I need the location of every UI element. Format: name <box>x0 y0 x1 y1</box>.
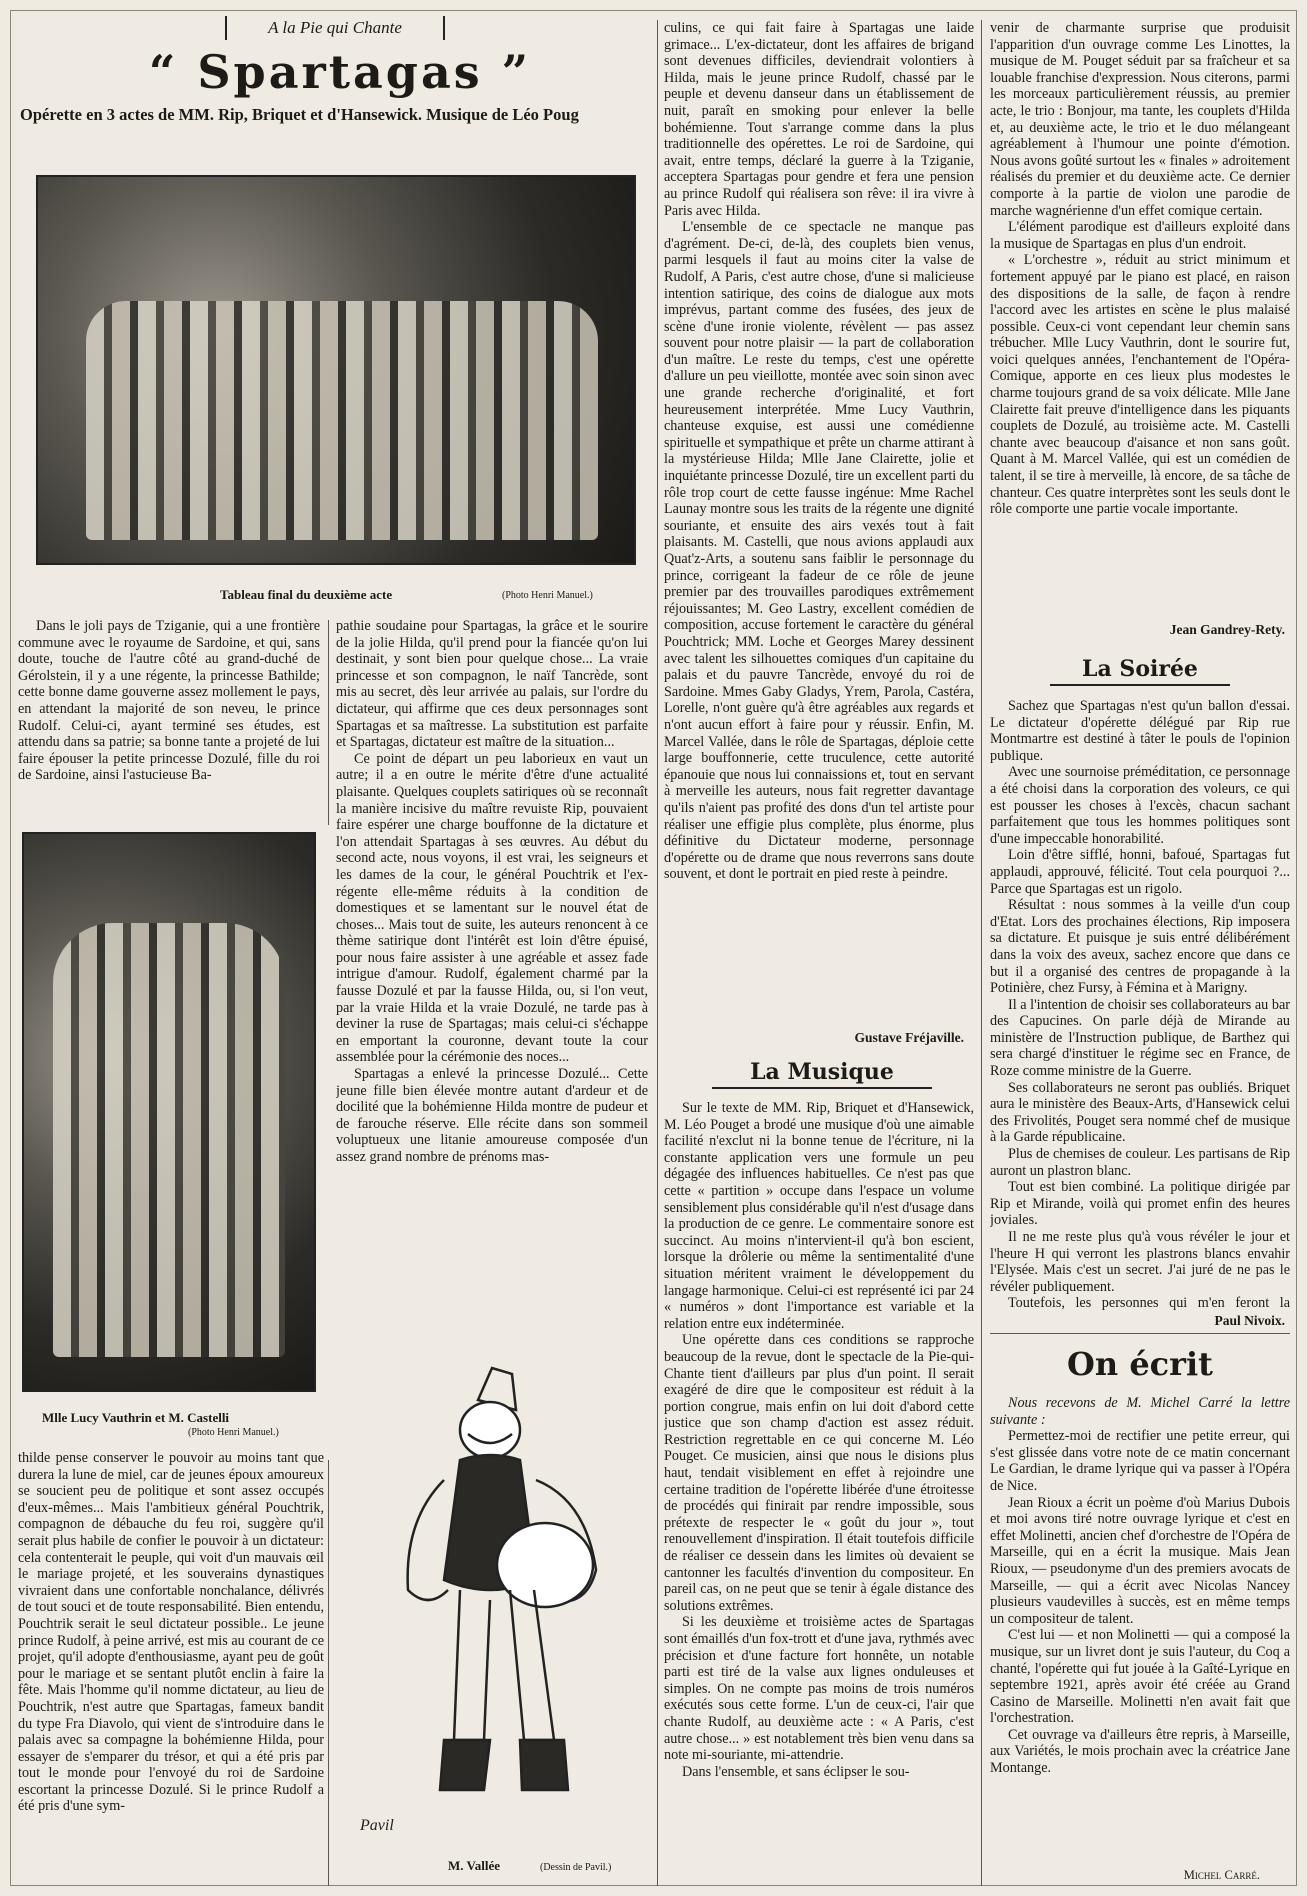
section-heading-on-ecrit: On écrit <box>1067 1345 1213 1383</box>
stage-photo-credit: (Photo Henri Manuel.) <box>502 590 593 601</box>
musique-col4: venir de charmante surprise que produisit l'apparition d'un ouvrage comme Les Linottes, la musique de M. Pouget séduit par sa fraîcheur et sa louable franchise d'expression. Nous citerons, parmi les morceaux particulièrement réussis, au premier acte, le trio : Bonjour, ma tante, les couplets d'Hilda et, au deuxième acte, le trio et le duo mélangeant agréablement à l'humour une pointe d'émotion. Nous avons goûté surtout les « finales » adroitement réalisés du premier et du deuxième acte. Ce dernier comporte à la partie de violon une parodie de marche wagnérienne d'un effet comique certain. L'élément parodique est d'ailleurs exploité dans la musique de Spartagas en plus d'un endroit. « L'orchestre », réduit au strict minimum et fortement appuyé par le piano est placé, en raison des dispositions de la salle, de façon à rendre l'accord avec les artistes en scène le plus malaisé possible. Ceux-ci vont cependant leur chemin sans trébucher. Mlle Lucy Vauthrin, dont le sourire fut, voici quelques années, l'enchantement de l'Opéra-Comique, apporte en ces lieux plus modestes le charme toujours grand de sa voix délicate. Mlle Jane Clairette fait preuve d'intelligence dans les piquants couplets de Dozulé, au troisième acte. M. Castelli chante avec beaucoup d'aisance et non sans goût. Quant à M. Marcel Vallée, qui est un comédien de talent, il se tire à merveille, là encore, de sa tâche de chanteur. Ces quatre interprètes sont les seuls dont le rôle comporte une partie vocale importante. <box>990 20 1290 518</box>
caricature-drawing <box>340 1360 650 1840</box>
column-rule <box>328 620 329 825</box>
section-heading-musique: La Musique <box>712 1055 932 1089</box>
article-col1-top: Dans le joli pays de Tziganie, qui a une frontière commune avec le royaume de Sardoine, et qui, sans doute, touche de l'autre côté au grand-duché de Gérolstein, il y a une régente, la princesse Bathilde; cette bonne dame gouverne assez mollement le pays, en attendant la majorité de son neveu, le prince Rudolf. Celui-ci, ayant terminé ses études, est attendu dans sa patrie; sa bonne tante a projeté de lui faire épouser la petite princesse Dozulé, fille du roi de Sardoine, ainsi l'astucieuse Ba- <box>18 618 320 784</box>
svg-text:Pavil: Pavil <box>360 1817 394 1834</box>
soiree-body: Sachez que Spartagas n'est qu'un ballon d'essai. Le dictateur d'opérette délégué par Rip rue Montmartre est destiné à tâter le pouls de l'opinion publique. Avec une sournoise préméditation, ce personnage a été choisi dans la corporation des voleurs, ce qui est pousser les choses à l'excès, chacun sachant parfaitement que tous les hommes politiques sont d'une impeccable honorabilité. Loin d'être sifflé, honni, bafoué, Spartagas fut applaudi, approuvé, félicité. Tout cela pourquoi ?... Parce que Spartagas est un rigolo. Résultat : nous sommes à la veille d'un coup d'Etat. Lors des prochaines élections, Rip imposera sa dictature. Et puisque je suis entré délibérément dans la voix des aveux, sachez encore que dans ce but il a organisé des centres de propagande à la Potinière, chez Fursy, à Fémina et à Marigny. Il a l'intention de choisir ses collaborateurs au bar des Capucines. On parle déjà de Mirande au ministère de l'Instruction publique, de Barthez qui sera chargé d'instituer le régime sec en France, de Roze comme ministre de la Guerre. Ses collaborateurs ne seront pas oubliés. Briquet aura le ministère des Beaux-Arts, d'Hansewick celui des Frivolités, Pouget sera nommé chef de musique à la Garde républicaine. Plus de chemises de couleur. Les partisans de Rip auront un plastron blanc. Tout est bien combiné. La politique dirigée par Rip et Mirande, voilà qui promet enfin des heures joviales. Il ne me reste plus qu'à vous révéler le jour et l'heure H qui verront les plastrons blancs envahir l'Elysée. Mais c'est un secret. J'ai juré de ne pas le révéler publiquement. Toutefois, les personnes qui m'en feront la <box>990 698 1290 1310</box>
drawing-caption: M. Vallée <box>448 1858 500 1873</box>
drawing-credit: (Dessin de Pavil.) <box>540 1862 612 1873</box>
column-rule <box>657 20 658 1886</box>
article-title: “ Spartagas ” <box>148 45 532 99</box>
signature-gandrey-rety: Jean Gandrey-Rety. <box>1169 622 1285 637</box>
stage-photo <box>36 175 636 565</box>
article-col1-bottom: thilde pense conserver le pouvoir au moins tant que durera la lune de miel, car de jeunes époux amoureux se soucient peu de politique et sont assez occupés d'eux-mêmes... Mais l'ambitieux général Pouchtrik, compagnon de débauche du feu roi, suggère qu'il serait plus habile de confier le pouvoir à un dictateur: cela contenterait le peuple, qui voit d'un mauvais œil le mariage projeté, et les souverains dynastiques vivraient dans une confortable nonchalance, délivrés de tout souci et de toute responsabilité. Bien entendu, Pouchtrik serait le seul dictateur possible.. Le jeune prince Rudolf, à peine arrivé, est mis au courant de ce projet, qu'il adopte d'enthousiasme, ayant peu de goût pour le mariage et se sentant plutôt enclin à faire la fête. Mais l'homme qu'il nomme dictateur, au lieu de Pouchtrik, n'est autre que Spartagas, fameux bandit du type Fra Diavolo, qui vient de s'introduire dans le palais avec sa compagne la bohémienne Hilda, pour essayer de s'emparer du trésor, et qui a été pris par tout le monde pour l'envoyé du roi de Sardoine escortant la princesse Dozulé. Si le prince Rudolf a été pris d'une sym- <box>18 1450 324 1815</box>
portrait-photo-credit: (Photo Henri Manuel.) <box>188 1427 279 1438</box>
dictator-sketch-icon <box>340 1360 650 1840</box>
musique-body: Sur le texte de MM. Rip, Briquet et d'Hansewick, M. Léo Pouget a brodé une musique d'où une aimable facilité n'exclut ni la bonne tenue de l'écriture, ni la constante application vers une formule un peu dégagée des influences habituelles. Ce n'est pas que cette « partition » occupe dans l'espace un volume sensiblement plus considérable qu'il n'est d'usage dans la production de ce genre. Le commentaire sonore est succinct. Au moins n'intervient-il qu'à bon escient, lorsque la drôlerie ou même la sentimentalité d'une situation méritent vraiment le développement du langage harmonique. Celui-ci est représenté ici par 24 « numéros » dont l'importance est variable et la relation entre eux indéterminée. Une opérette dans ces conditions se rapproche beaucoup de la revue, dont le spectacle de la Pie-qui-Chante tient d'ailleurs par plus d'un point. Il serait exagéré de dire que le compositeur est réduit à la portion congrue, mais enfin on lui doit d'abord cette justice que son champ d'action est assez réduit. Restriction regrettable en ce qui concerne M. Léo Pouget. Ce musicien, ainsi que nous le disions plus haut, tendait visiblement en effet à rejoindre une certaine tradition de l'opérette libérée d'une étroitesse de procédés qui finirait par rendre impossible, sous prétexte de respecter le « goût du jour », tout renouvellement d'inspiration. Il était toutefois difficile de réaliser ce dessein dans les limites où devaient se cantonner les facultés d'invention du compositeur. En pareil cas, on ne peut que se tenir à égale distance des solutions extrêmes. Si les deuxième et troisième actes de Spartagas sont émaillés d'un fox-trott et d'une java, rythmés avec précision et d'une facture fort honnête, un notable parti est tiré de la valse aux lignes onduleuses et simples. On ne compte pas moins de trois numéros exécutés sous cette forme. L'un de ceux-ci, l'air que chante Rudolf, au deuxième acte : « A Paris, c'est autre chose... » est notablement très bien venu dans sa note mi-souriante, mi-attendrie. Dans l'ensemble, et sans éclipser le sou- <box>664 1100 974 1780</box>
stage-photo-caption: Tableau final du deuxième acte <box>220 587 393 602</box>
section-rule <box>990 1333 1290 1334</box>
signature-carre: Michel Carré. <box>1183 1868 1260 1882</box>
portrait-photo-caption: Mlle Lucy Vauthrin et M. Castelli <box>42 1410 230 1425</box>
kicker: A la Pie qui Chante <box>225 16 445 40</box>
article-col2: pathie soudaine pour Spartagas, la grâce et le sourire de la jolie Hilda, qu'il prend pour la fiancée qu'on lui destinait, y sont bien pour quelque chose... La vraie princesse et son compagnon, le naïf Tancrède, sont mis au secret, dès leur arrivée au palais, sur l'ordre du dictateur, qui affirme que ces deux personnages sont Spartagas et sa maîtresse. La substitution est parfaite et Spartagas, dictateur est maître de la situation... Ce point de départ un peu laborieux en vaut un autre; il a en outre le mérite d'être d'une actualité plaisante. Quelques couplets satiriques où se reconnaît la manière incisive du maître revuiste Rip, pouvaient faire espérer une charge bouffonne de la dictature et l'on attendait Spartagas à ses œuvres. Au début du second acte, nous voyons, il est vrai, les seigneurs et les dames de la cour, le général Pouchtrik et l'ex-régente elle-même réduits à la condition de domestiques et se lamentant sur le nouvel état de choses... Mais tout de suite, les auteurs renoncent à ce thème satirique dont l'intérêt est loin d'être épuisé, pour nous faire assister à une agréable et assez fade intrigue d'amour. Rudolf, également charmé par la fausse Dozulé et par la fausse Hilda, ou, si l'on veut, par la vraie Hilda et la vraie Dozulé, ne tarde pas à deviner la ruse de Spartagas; mais celui-ci s'échappe en emportant la couronne, devant toute la cour assemblée pour la cérémonie des noces... Spartagas a enlevé la princesse Dozulé... Cette jeune fille bien élevée montre autant d'ardeur et de docilité que la bohémienne Hilda montre de pudeur et de farouche réserve. Elle récite dans son sommeil voluptueux une litanie amoureuse composée d'un assez grand nombre de prénoms mas- <box>336 618 648 1165</box>
column-rule <box>328 1460 329 1886</box>
article-col3: culins, ce qui fait faire à Spartagas une laide grimace... L'ex-dictateur, dont les affaires de brigand sont devenues difficiles, deviendrait volontiers à Hilda, mais le jeune prince Rudolf, chassé par le peuple et devenu danseur dans un établissement de nuit, paraît en smoking pour enlever la belle bohémienne. Tout s'arrange comme dans la plus traditionnelle des opérettes. Le roi de Sardoine, qui avait, entre temps, déclaré la guerre à la Tziganie, acceptera Spartagas pour gendre et fera une pension au prince Rudolf qui réalisera son rêve: il ira vivre à Paris avec Hilda. L'ensemble de ce spectacle ne manque pas d'agrément. De-ci, de-là, des couplets bien venus, parmi lesquels il faut au moins citer la valse de Rudolf, A Paris, c'est autre chose, d'une si malicieuse intention satirique, des coins de dialogue aux mots imprévus, partant comme des fusées, des jeux de scène d'une ironie violente, révèlent — pas assez souvent pour notre plaisir — la part de collaboration d'un maître. Le reste du temps, c'est une opérette d'allure un peu vieillotte, montée avec soin sinon avec une grande recherche d'originalité, et fort heureusement interprétée. Mme Lucy Vauthrin, chanteuse exquise, est aussi une comédienne spirituelle et sympathique et prête un charme attirant à la mystérieuse Hilda; Mlle Jane Clairette, jolie et inquiétante princesse Dozulé, tire un excellent parti du rôle trop court de cette fausse ingénue: Mme Rachel Launay montre sous les traits de la régente une dignité souriante, et ensuite des airs vexés tout à fait plaisants. M. Castelli, que nous avions applaudi aux Quat'z-Arts, a soutenu sans faiblir le personnage du prince, corrigeant la fadeur de ce rôle de jeune premier par des trouvailles parodiques extrêmement réjouissantes; M. Geo Lastry, excellent comédien de composition, accuse fortement le caractère du général Pouchtrick; MM. Loche et Georges Marey dessinent avec talent les silhouettes comiques d'un capitaine du palais et du pauvre Tancrède, envoyé du roi de Sardoine. Mmes Gaby Gladys, Yrem, Parola, Castéra, Lorelle, n'ont guère qu'à être agréables aux regards et n'ont aucun effort à faire pour y réussir. Enfin, M. Marcel Vallée, dans le rôle de Spartagas, déploie cette large bouffonnerie, cette truculence, cette autorité épanouie que nous lui connaissions et, tout en servant à merveille les auteurs, nous fait regretter davantage qu'ils n'aient pas profité des dons d'un tel artiste pour réaliser une effigie plus complète, plus énorme, plus définitive du Dictateur moderne, personnage d'opérette ou de drame que nous reverrons sans doute souvent, et dont le portrait en pied reste à peindre. <box>664 20 974 883</box>
portrait-photo <box>22 832 316 1392</box>
on-ecrit-body: Nous recevons de M. Michel Carré la lettre suivante : Permettez-moi de rectifier une petite erreur, qui s'est glissée dans votre note de ce matin concernant Le Gardian, le drame lyrique qui va passer à l'Opéra de Nice. Jean Rioux a écrit un poème d'où Marius Dubois et moi avons tiré notre ouvrage lyrique et c'est en effet Molinetti, ancien chef d'orchestre de l'Opéra de Marseille, qui en a écrit la musique. Mais Jean Rioux, — pseudonyme d'un des premiers avocats de Marseille, — qui a écrit avec Nicolas Nancey plusieurs vaudevilles à succès, est en même temps un compositeur de talent. C'est lui — et non Molinetti — qui a composé la musique, sur un livret dont je suis l'auteur, du Coq a chanté, l'opérette qui fut jouée à la Gaîté-Lyrique en septembre 1921, après avoir été créée au Grand Casino de Marseille. Molinetti n'en avait fait que l'orchestration. Cet ouvrage va d'ailleurs être repris, à Marseille, aux Variétés, le mois prochain avec la créatrice Jane Montange. <box>990 1395 1290 1777</box>
column-rule <box>981 20 982 1886</box>
section-heading-soiree: La Soirée <box>1050 652 1230 686</box>
signature-frejaville: Gustave Fréjaville. <box>854 1030 964 1045</box>
article-subtitle: Opérette en 3 actes de MM. Rip, Briquet et d'Hansewick. Musique de Léo Poug <box>20 105 579 124</box>
signature-nivoix: Paul Nivoix. <box>1214 1313 1285 1328</box>
